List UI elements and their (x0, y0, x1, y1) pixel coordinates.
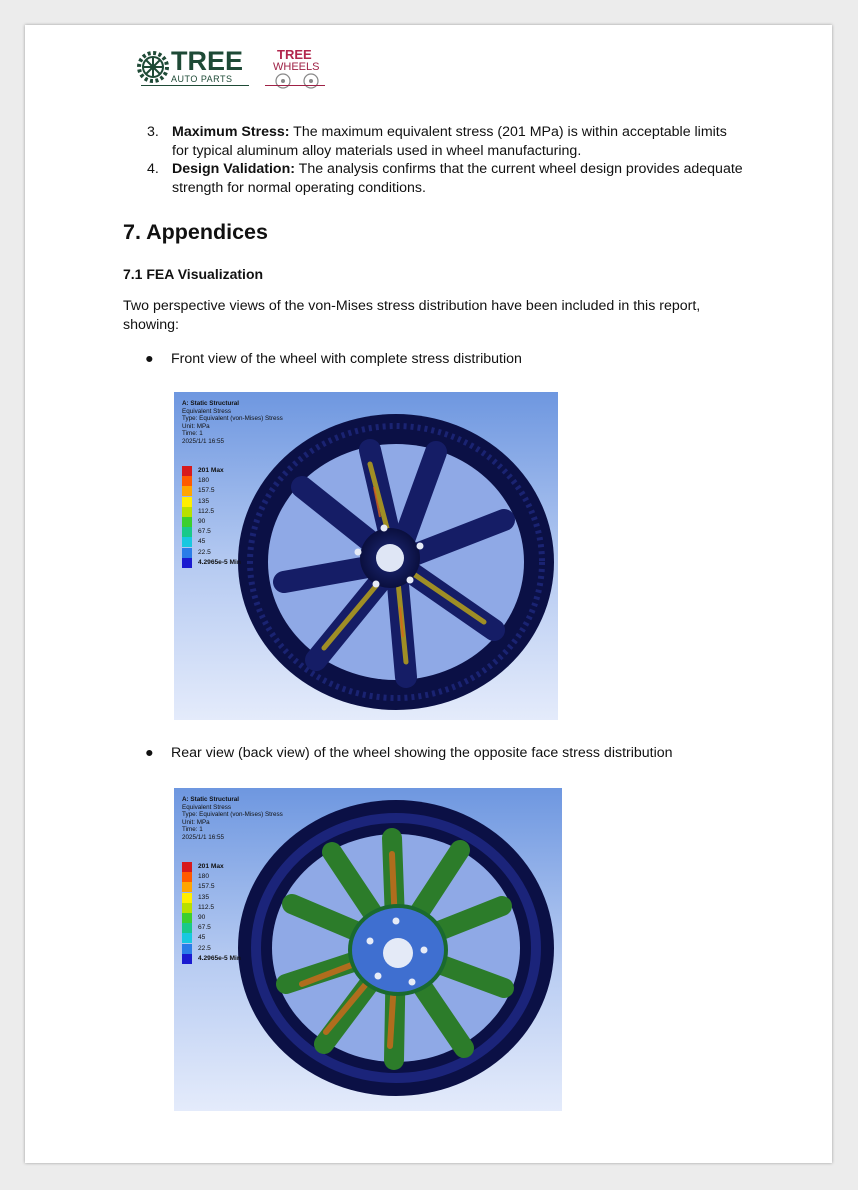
legend-label: 22.5 (198, 944, 211, 952)
wheels-logo-icon (265, 73, 325, 89)
legend-swatch (182, 903, 192, 913)
legend-swatch (182, 507, 192, 517)
legend-swatch (182, 913, 192, 923)
figure-metadata (182, 796, 283, 841)
item-number: 4. (147, 161, 159, 177)
legend-label: 135 (198, 893, 210, 901)
auto-parts-text: AUTO PARTS (171, 74, 233, 84)
legend-label: 180 (198, 477, 210, 485)
legend-swatch (182, 497, 192, 507)
legend-swatch (182, 944, 192, 954)
legend-swatch (182, 923, 192, 933)
legend-label: 201 Max (198, 467, 224, 474)
meta-line: 2025/1/1 16:55 (182, 437, 225, 445)
legend-label: 90 (198, 914, 206, 921)
logo-underline (141, 85, 249, 86)
legend-swatch (182, 882, 192, 892)
legend-swatch (182, 476, 192, 486)
legend-label: 4.2965e-5 Min (198, 954, 241, 962)
legend-label: 157.5 (198, 487, 215, 495)
wheels-logo-line1: TREE (277, 47, 312, 62)
section-heading: 7. Appendices (123, 220, 268, 244)
meta-line: Type: Equivalent (von-Mises) Stress (182, 811, 283, 818)
legend-swatch (182, 527, 192, 537)
legend-label: 201 Max (198, 863, 224, 870)
legend-label: 90 (198, 518, 206, 525)
legend-swatch (182, 548, 192, 558)
legend-label: 45 (198, 538, 206, 546)
legend-label: 180 (198, 873, 210, 881)
legend-label: 67.5 (198, 924, 211, 932)
meta-line: Unit: MPa (182, 422, 210, 430)
wheels-logo-underline (265, 85, 325, 86)
fea-rear-view-figure (174, 788, 562, 1111)
bullet-text: Rear view (back view) of the wheel showing the opposite face stress distribution (171, 745, 673, 761)
fea-front-view-figure (174, 392, 558, 720)
bullet-text: Front view of the wheel with complete stress distribution (171, 351, 522, 367)
intro-paragraph: Two perspective views of the von-Mises stress distribution have been included in this report, showing: (123, 298, 701, 333)
tree-brand-text: TREE (171, 46, 244, 76)
subsection-heading: 7.1 FEA Visualization (123, 266, 264, 282)
meta-title: A: Static Structural (182, 400, 240, 407)
legend-swatch (182, 954, 192, 964)
meta-line: Time: 1 (182, 826, 203, 833)
bullet-item (145, 350, 522, 369)
meta-line: Type: Equivalent (von-Mises) Stress (182, 415, 283, 422)
bullet-dot: ● (145, 351, 154, 367)
legend-label: 4.2965e-5 Min (198, 558, 241, 566)
legend-swatch (182, 872, 192, 882)
legend-label: 112.5 (198, 507, 215, 515)
legend-label: 112.5 (198, 903, 215, 911)
figure-metadata (182, 400, 283, 445)
list-item (147, 160, 747, 197)
legend-swatch (182, 862, 192, 872)
meta-line: Unit: MPa (182, 818, 210, 826)
tree-auto-parts-logo (137, 46, 253, 87)
meta-line: Time: 1 (182, 430, 203, 437)
legend-swatch (182, 537, 192, 547)
list-item (147, 123, 747, 160)
legend-swatch (182, 486, 192, 496)
meta-title: A: Static Structural (182, 796, 240, 803)
legend-label: 45 (198, 934, 206, 942)
legend-swatch (182, 558, 192, 568)
legend-label: 135 (198, 497, 210, 505)
meta-line: 2025/1/1 16:55 (182, 833, 225, 841)
item-number: 3. (147, 124, 159, 140)
legend-swatch (182, 893, 192, 903)
gear-wheel-icon (137, 51, 169, 83)
meta-line: Equivalent Stress (182, 803, 232, 811)
legend-label: 22.5 (198, 548, 211, 556)
legend-swatch (182, 466, 192, 476)
bullet-dot: ● (145, 745, 154, 761)
tree-wheels-logo (265, 47, 331, 89)
legend-label: 67.5 (198, 528, 211, 536)
item-heading: Maximum Stress: (172, 124, 290, 140)
meta-line: Equivalent Stress (182, 407, 232, 415)
bullet-item (145, 744, 673, 763)
item-text: The maximum equivalent stress (201 MPa) is within acceptable limits for typical aluminum alloy materials used in wheel manufacturing. (172, 124, 727, 159)
legend-swatch (182, 517, 192, 527)
wheels-logo-line2: WHEELS (273, 61, 320, 73)
item-text: The analysis confirms that the current wheel design provides adequate strength for normal operating conditions. (172, 161, 743, 196)
legend-swatch (182, 933, 192, 943)
legend-label: 157.5 (198, 883, 215, 891)
item-heading: Design Validation: (172, 161, 295, 177)
conclusion-list (147, 123, 747, 197)
document-page (25, 25, 832, 1163)
